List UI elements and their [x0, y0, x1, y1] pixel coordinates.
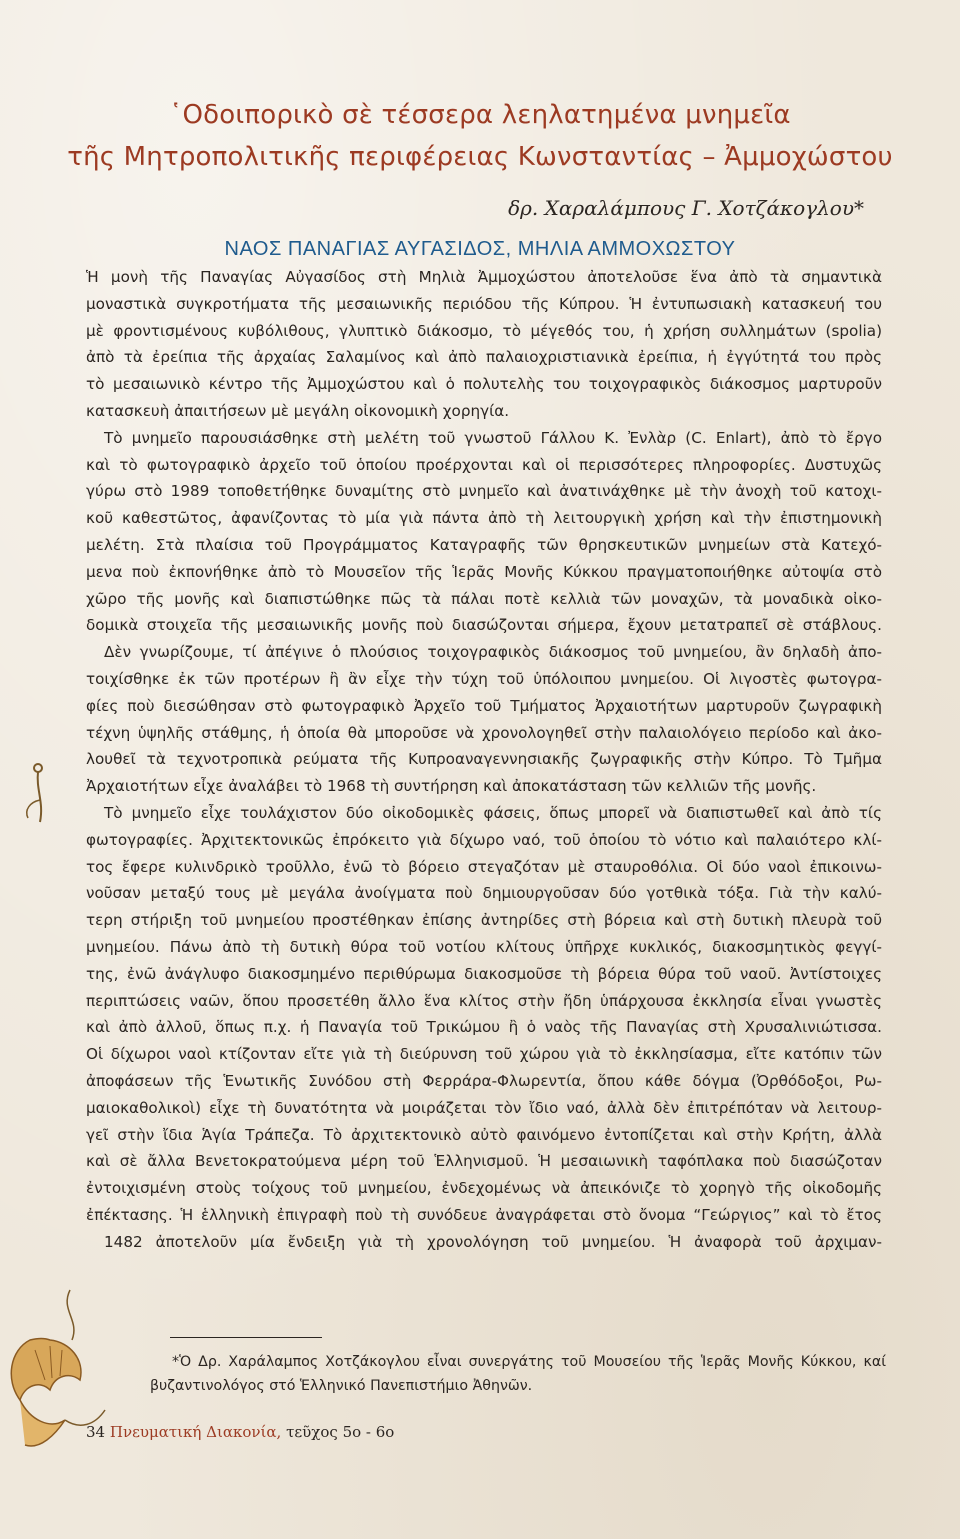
- section-heading: ΝΑΟΣ ΠΑΝΑΓΙΑΣ ΑΥΓΑΣΙΔΟΣ, ΜΗΛΙΑ ΑΜΜΟΧΩΣΤΟΥ: [224, 238, 736, 260]
- body-line: ἀπὸ τὰ ἐρείπια τῆς ἀρχαίας Σαλαμίνος καὶ ἀπὸ παλαιοχριστιανικὰ ἐρείπια, ἡ ἐγγύτητά του πρὸς: [86, 348, 882, 367]
- body-line: τερη στήριξη τοῦ μνημείου προστέθηκαν ἐπίσης ἀντηρίδες στὴ βόρεια καὶ στὴ δυτικὴ πλευρὰ τοῦ: [86, 911, 882, 930]
- body-line: τοιχίσθηκε ἐκ τῶν προτέρων ἢ ἂν εἶχε τὴν τύχη τοῦ ὑπόλοιπου μνημείου. Οἱ λιγοστὲς φωτογρα-: [86, 669, 882, 688]
- body-line: τος ἔφερε κυλινδρικὸ τροῦλλο, ἐνῶ τὸ βόρειο στεγαζόταν μὲ σταυροθόλια. Οἱ δύο ναοὶ ἐπικοινω-: [86, 857, 882, 876]
- article-title-line-1: ῾Οδοιπορικὸ σὲ τέσσερα λεηλατημένα μνημεῖα: [169, 100, 791, 130]
- body-line: δομικὰ στοιχεῖα τῆς μεσαιωνικῆς μονῆς ποὺ διασώζονται σήμερα, ἔχουν μετατραπεῖ σὲ στάβλους.: [86, 616, 882, 635]
- journal-name: Πνευματική Διακονία,: [109, 1423, 282, 1441]
- body-line: Δὲν γνωρίζουμε, τί ἀπέγινε ὁ πλούσιος τοιχογραφικὸς διάκοσμος τοῦ μνημείου, ἂν δηλαδὴ ἀπο-: [104, 643, 882, 662]
- article-title-line-2: τῆς Μητροπολιτικῆς περιφέρειας Κωνσταντίας – Ἀμμοχώστου: [67, 142, 893, 172]
- body-line: Ἡ μονὴ τῆς Παναγίας Αὐγασίδος στὴ Μηλιὰ Ἀμμοχώστου ἀποτελοῦσε ἕνα ἀπὸ τὰ σημαντικὰ: [86, 268, 882, 286]
- body-line: φίες ποὺ διεσώθησαν στὸ φωτογραφικὸ Ἀρχεῖο τοῦ Τμήματος Ἀρχαιοτήτων μαρτυροῦν ζωγραφικὴ: [86, 696, 882, 715]
- footnote-line-2: βυζαντινολόγος στό Ἑλληνικό Πανεπιστήμιο Ἀθηνῶν.: [150, 1378, 533, 1394]
- body-line: τὸ μεσαιωνικὸ κέντρο τῆς Ἀμμοχώστου καὶ ὁ πολυτελὴς του τοιχογραφικὸς διάκοσμος μαρτυροῦν: [86, 375, 882, 394]
- body-line: μαιοκαθολικοὶ) εἶχε τὴ δυνατότητα νὰ μοιράζεται τὸν ἴδιο ναό, ἀλλὰ δὲν ἐπιτρέπόταν νὰ λειτουρ-: [86, 1098, 882, 1117]
- body-line: καὶ τὸ φωτογραφικὸ ἀρχεῖο τοῦ ὁποίου προέρχονται καὶ οἱ περισσότερες πληροφορίες. Δυστυχῶς: [86, 455, 882, 474]
- footnote: [150, 1350, 886, 1398]
- body-line: ἐπέκτασης. Ἡ ἑλληνικὴ ἐπιγραφὴ ποὺ τὴ συνόδευε ἀναγράφεται στὸ ὄνομα “Γεώργιος” καὶ τὸ ἔτος: [86, 1205, 882, 1224]
- body-line: μνημείου. Πάνω ἀπὸ τὴ δυτικὴ θύρα τοῦ νοτίου κλίτους ὑπῆρχε κυκλικός, διακοσμητικὸς φεγγί-: [86, 937, 882, 956]
- author-name: δρ. Χαραλάμπους Γ. Χοτζάκογλου*: [508, 196, 864, 220]
- body-line: χῶρο τῆς μονῆς καὶ διαπιστώθηκε πῶς τὰ πάλαι ποτὲ κελλιὰ τῶν μοναχῶν, τὰ μοναδικὰ οἰκο-: [86, 589, 882, 608]
- issue-number: τεῦχος 5ο - 6ο: [286, 1423, 395, 1441]
- body-line: γεῖ στὴν ἴδια Ἁγία Τράπεζα. Τὸ ἀρχιτεκτονικὸ αὐτὸ φαινόμενο ἐντοπίζεται καὶ στὴν Κρήτη, ἀλλὰ: [86, 1125, 882, 1144]
- page-footer: [86, 1423, 394, 1441]
- vine-ornament-icon: [0, 740, 70, 860]
- body-line: τέχνη ὑψηλῆς στάθμης, ἡ ὁποία θὰ μποροῦσε νὰ χρονολογηθεῖ στὴν παλαιολόγειο περίοδο καὶ ἀκο-: [86, 723, 882, 742]
- body-line: ἀποφάσεων τῆς Ἑνωτικῆς Συνόδου στὴ Φερράρα-Φλωρεντία, ὅπου κάθε δόγμα (Ὀρθόδοξοι, Ρω-: [86, 1071, 882, 1090]
- body-line: κατασκευὴ ἀπαιτήσεων μὲ μεγάλη οἰκονομικὴ χορηγία.: [86, 401, 510, 420]
- footnote-divider: [170, 1337, 322, 1338]
- body-line: καὶ σὲ ἄλλα Βενετοκρατούμενα μέρη τοῦ Ἑλληνισμοῦ. Ἡ μεσαιωνικὴ ταφόπλακα ποὺ διασώζοταν: [86, 1152, 882, 1171]
- body-line: Τὸ μνημεῖο εἶχε τουλάχιστον δύο οἰκοδομικὲς φάσεις, ὅπως μπορεῖ νὰ διαπιστωθεῖ καὶ ἀπὸ τίς: [104, 803, 882, 822]
- body-line: Ἀρχαιοτήτων εἶχε ἀναλάβει τὸ 1968 τὴ συντήρηση καὶ ἀποκατάσταση τῶν κελλιῶν τῆς μονῆς.: [86, 777, 817, 796]
- body-line: 1482 ἀποτελοῦν μία ἔνδειξη γιὰ τὴ χρονολόγηση τοῦ μνημείου. Ἡ ἀναφορὰ τοῦ ἀρχιμαν-: [104, 1232, 882, 1251]
- body-line: κοῦ καθεστῶτος, ἀφανίζοντας τὸ μία γιὰ πάντα ἀπὸ τὴ λειτουργικὴ χρήση καὶ τὴν ἐπιστημονικὴ: [86, 509, 882, 528]
- body-line: μοναστικὰ συγκροτήματα τῆς μεσαιωνικῆς περιόδου τῆς Κύπρου. Ἡ ἐντυπωσιακὴ κατασκευή του: [86, 294, 882, 313]
- body-line: ἐντοιχισμένη στοὺς τοίχους τοῦ μνημείου, ἐνδεχομένως νὰ ἀπεικόνιζε τὸ χορηγὸ τῆς οἰκοδομῆς: [86, 1179, 882, 1198]
- body-line: φωτογραφίες. Ἀρχιτεκτονικῶς ἐπρόκειτο γιὰ δίχωρο ναό, τοῦ ὁποίου τὸ νότιο καὶ παλαιότερο κλί-: [86, 830, 882, 849]
- footnote-line-1: *Ὁ Δρ. Χαράλαμπος Χοτζάκογλου εἶναι συνεργάτης τοῦ Μουσείου τῆς Ἱερᾶς Μονῆς Κύκκου, καί: [172, 1354, 886, 1370]
- body-line: νοῦσαν μεταξύ τους μὲ μεγάλα ἀνοίγματα ποὺ δημιουργοῦσαν δύο γοτθικὰ τόξα. Γιὰ τὴν καλύ-: [86, 884, 882, 903]
- article-body: [86, 264, 882, 1255]
- page-number: 34: [86, 1423, 106, 1441]
- body-line: μὲ φροντισμένους κυβόλιθους, γλυπτικὸ διάκοσμο, τὸ μέγεθός του, ἡ χρήση συλλημάτων (spolia): [86, 321, 882, 340]
- body-line: περιπτώσεις ναῶν, ὅπου προσετέθη ἄλλο ἕνα κλίτος στὴν ἤδη ὑπάρχουσα ἐκκλησία εἶναι γνωστὲς: [86, 991, 882, 1010]
- grape-leaf-ornament-icon: [0, 1280, 130, 1480]
- body-line: μενα ποὺ ἐκπονήθηκε ἀπὸ τὸ Μουσεῖον τῆς Ἱερᾶς Μονῆς Κύκκου πραγματοποιήθηκε αὐτοψία στὸ: [86, 562, 882, 581]
- body-line: καὶ ἀπὸ ἀλλοῦ, ὅπως π.χ. ἡ Παναγία τοῦ Τρικώμου ἢ ὁ ναὸς τῆς Παναγίας στὴ Χρυσαλινιώτισσα.: [86, 1018, 882, 1037]
- body-line: γύρω στὸ 1989 τοποθετήθηκε δυναμίτης στὸ μνημεῖο καὶ ἀνατινάχθηκε μὲ τὴν ἀνοχὴ τοῦ κατοχι-: [86, 482, 882, 501]
- body-line: Οἱ δίχωροι ναοὶ κτίζονταν εἴτε γιὰ τὴ διεύρυνση τοῦ χώρου γιὰ τὸ ἐκκλησίασμα, εἴτε κατόπιν τῶν: [86, 1045, 882, 1064]
- body-line: λουθεῖ τὰ τεχνοτροπικὰ ρεύματα τῆς Κυπροαναγεννησιακῆς ζωγραφικῆς στὴν Κύπρο. Τὸ Τμῆμα: [86, 750, 882, 769]
- body-line: μελέτη. Στὰ πλαίσια τοῦ Προγράμματος Καταγραφῆς τῶν θρησκευτικῶν μνημείων στὰ Κατεχό-: [86, 535, 882, 554]
- body-line: της, ἐνῶ ἀνάγλυφο διακοσμημένο περιθύρωμα διακοσμοῦσε τὴ βόρεια θύρα τοῦ ναοῦ. Ἀντίστοιχες: [86, 964, 882, 983]
- body-line: Τὸ μνημεῖο παρουσιάσθηκε στὴ μελέτη τοῦ γνωστοῦ Γάλλου Κ. Ἐνλὰρ (C. Enlart), ἀπὸ τὸ ἔργο: [104, 428, 882, 447]
